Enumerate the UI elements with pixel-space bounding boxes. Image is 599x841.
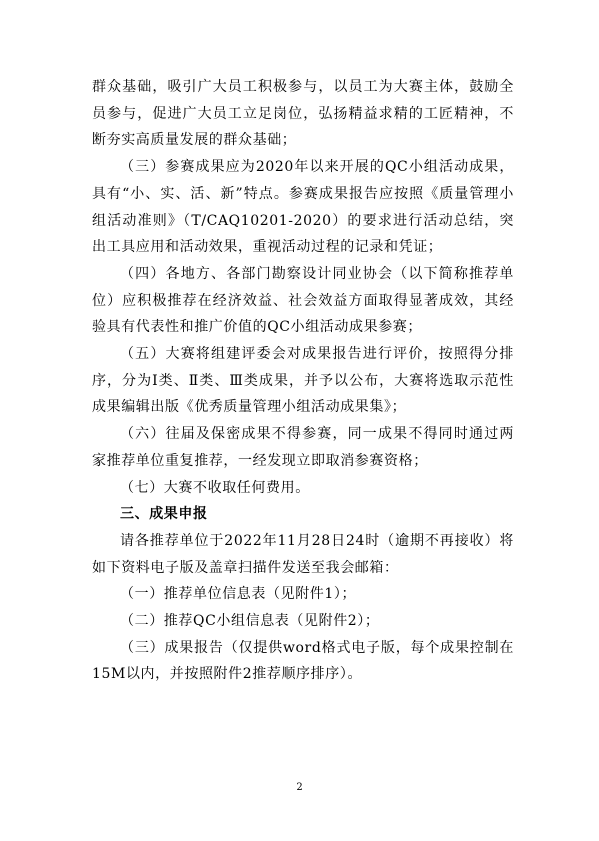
paragraph-submission-intro: 请各推荐单位于2022年11月28日24时（逾期不再接收）将如下资料电子版及盖章扫描件发送至我会邮箱： (92, 532, 514, 576)
section-heading: 三、成果申报 (120, 506, 208, 523)
paragraph-submission-item-1: （一）推荐单位信息表（见附件1）； (120, 586, 357, 603)
paragraph-item-3: （三）参赛成果应为2020年以来开展的QC小组活动成果，具有“小、实、活、新”特点。参赛成果报告应按照《质量管理小组活动准则》（T/CAQ10201-2020）的要求进行活动总结，突出工具应用和活动效果，重视活动过程的记录和凭证； (92, 159, 514, 256)
paragraph-item-6: （六）往届及保密成果不得参赛，同一成果不得同时通过两家推荐单位重复推荐，一经发现立即取消参赛资格； (92, 426, 514, 469)
paragraph-item-7: （七）大赛不收取任何费用。 (120, 479, 310, 496)
paragraph-continuation: 群众基础，吸引广大员工积极参与，以员工为大赛主体，鼓励全员参与，促进广大员工立足岗位，弘扬精益求精的工匠精神，不断夯实高质量发展的群众基础； (92, 79, 514, 149)
paragraph-item-5: （五）大赛将组建评委会对成果报告进行评价，按照得分排序，分为Ⅰ类、Ⅱ类、Ⅲ类成果，并予以公布，大赛将选取示范性成果编辑出版《优秀质量管理小组活动成果集》； (92, 346, 514, 416)
paragraph-item-4: （四）各地方、各部门勘察设计同业协会（以下简称推荐单位）应积极推荐在经济效益、社会效益方面取得显著成效，其经验具有代表性和推广价值的QC小组活动成果参赛； (92, 265, 514, 336)
page-number: 2 (296, 782, 303, 793)
paragraph-submission-item-3: （三）成果报告（仅提供word格式电子版，每个成果控制在15M以内，并按照附件2推荐顺序排序）。 (92, 639, 514, 683)
document-body (92, 74, 514, 688)
paragraph-submission-item-2: （二）推荐QC小组信息表（见附件2）； (120, 613, 380, 630)
